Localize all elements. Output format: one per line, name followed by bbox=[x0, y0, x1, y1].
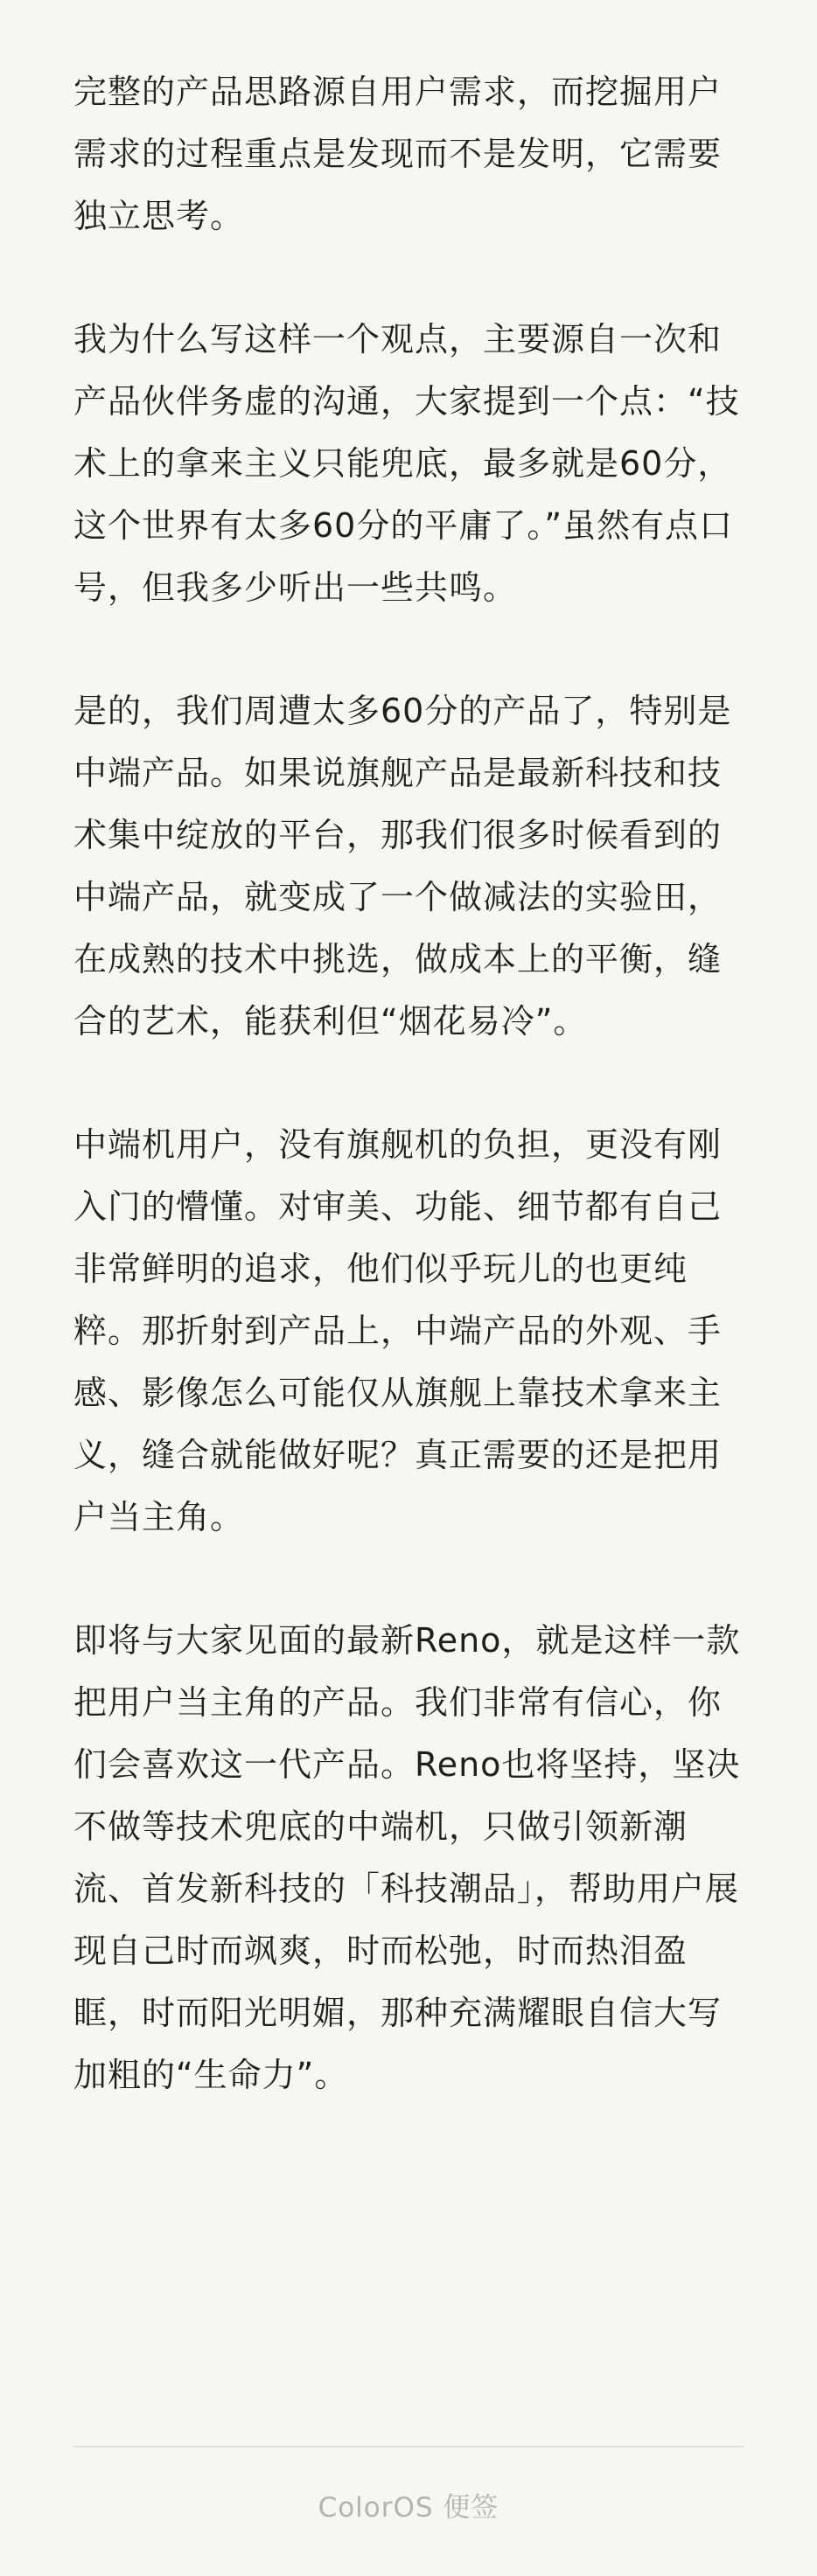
note-paragraph-1: 完整的产品思路源自用户需求，而挖掘用户需求的过程重点是发现而不是发明，它需要独立思考。 bbox=[73, 73, 723, 235]
app-signature: ColorOS 便签 bbox=[318, 2492, 499, 2524]
note-paragraph-4: 中端机用户，没有旗舰机的负担，更没有刚入门的懵懂。对审美、功能、细节都有自己非常鲜明的追求，他们似乎玩儿的也更纯粹。那折射到产品上，中端产品的外观、手感、影像怎么可能仅从旗舰上靠技术拿来主义，缝合就能做好呢？真正需要的还是把用户当主角。 bbox=[73, 1125, 723, 1536]
footer-divider bbox=[73, 2446, 744, 2447]
note-paragraph-3: 是的，我们周遭太多60分的产品了，特别是中端产品。如果说旗舰产品是最新科技和技术集中绽放的平台，那我们很多时候看到的中端产品，就变成了一个做减法的实验田，在成熟的技术中挑选，做成本上的平衡，缝合的艺术，能获利但“烟花易冷”。 bbox=[73, 692, 732, 1041]
note-paragraph-5: 即将与大家见面的最新Reno，就是这样一款把用户当主角的产品。我们非常有信心，你们会喜欢这一代产品。Reno也将坚持，坚决不做等技术兜底的中端机，只做引领新潮流、首发新科技的「科技潮品」，帮助用户展现自己时而飒爽，时而松弛，时而热泪盈眶，时而阳光明媚，那种充满耀眼自信大写加粗的“生命力”。 bbox=[73, 1621, 741, 2094]
note-paragraph-2: 我为什么写这样一个观点，主要源自一次和产品伙伴务虚的沟通，大家提到一个点：“技术上的拿来主义只能兜底，最多就是60分，这个世界有太多60分的平庸了。”虽然有点口号，但我多少听出一些共鸣。 bbox=[73, 320, 740, 607]
